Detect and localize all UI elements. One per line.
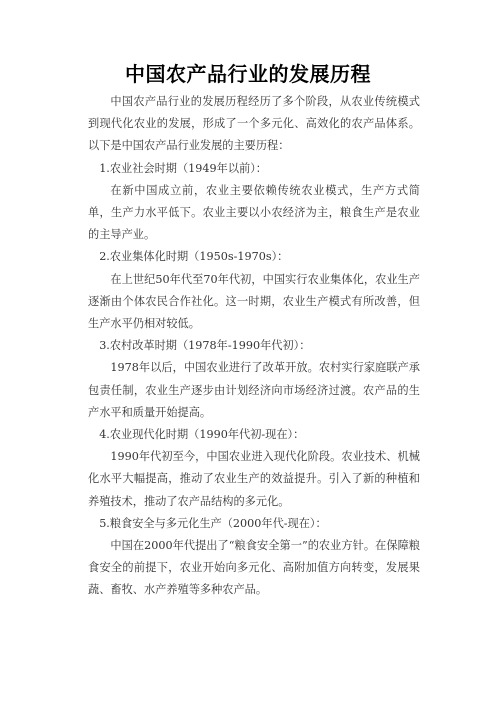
intro-paragraph: 中国农产品行业的发展历程经历了多个阶段，从农业传统模式到现代化农业的发展，形成了一个多元化、高效化的农产品体系。以下是中国农产品行业发展的主要历程： bbox=[88, 95, 420, 153]
section-body-5: 中国在2000年代提出了“粮食安全第一”的农业方针。在保障粮食安全的前提下，农业开始向多元化、高附加值方向转变，发展果蔬、畜牧、水产养殖等多种农产品。 bbox=[88, 539, 420, 597]
section-heading-3: 3.农村改革时期（1978年-1990年代初）： bbox=[99, 339, 311, 353]
document-body bbox=[88, 91, 420, 602]
section-body-3: 1978年以后，中国农业进行了改革开放。农村实行家庭联产承包责任制，农业生产逐步由计划经济向市场经济过渡。农产品的生产水平和质量开始提高。 bbox=[88, 361, 420, 419]
section-heading-1: 1.农业社会时期（1949年以前）： bbox=[99, 161, 267, 175]
section-heading-2: 2.农业集体化时期（1950s-1970s）： bbox=[99, 250, 289, 264]
document-title: 中国农产品行业的发展历程 bbox=[125, 62, 371, 86]
section-body-4: 1990年代初至今，中国农业进入现代化阶段。农业技术、机械化水平大幅提高，推动了农业生产的效益提升。引入了新的种植和养殖技术，推动了农产品结构的多元化。 bbox=[88, 450, 420, 508]
section-heading-4: 4.农业现代化时期（1990年代初-现在）： bbox=[99, 428, 305, 442]
section-heading-5: 5.粮食安全与多元化生产（2000年代-现在）： bbox=[99, 516, 327, 530]
section-body-1: 在新中国成立前，农业主要依赖传统农业模式，生产方式简单，生产力水平低下。农业主要以小农经济为主，粮食生产是农业的主导产业。 bbox=[88, 183, 420, 242]
section-body-2: 在上世纪50年代至70年代初，中国实行农业集体化，农业生产逐渐由个体农民合作社化。这一时期，农业生产模式有所改善，但生产水平仍相对较低。 bbox=[88, 272, 420, 331]
